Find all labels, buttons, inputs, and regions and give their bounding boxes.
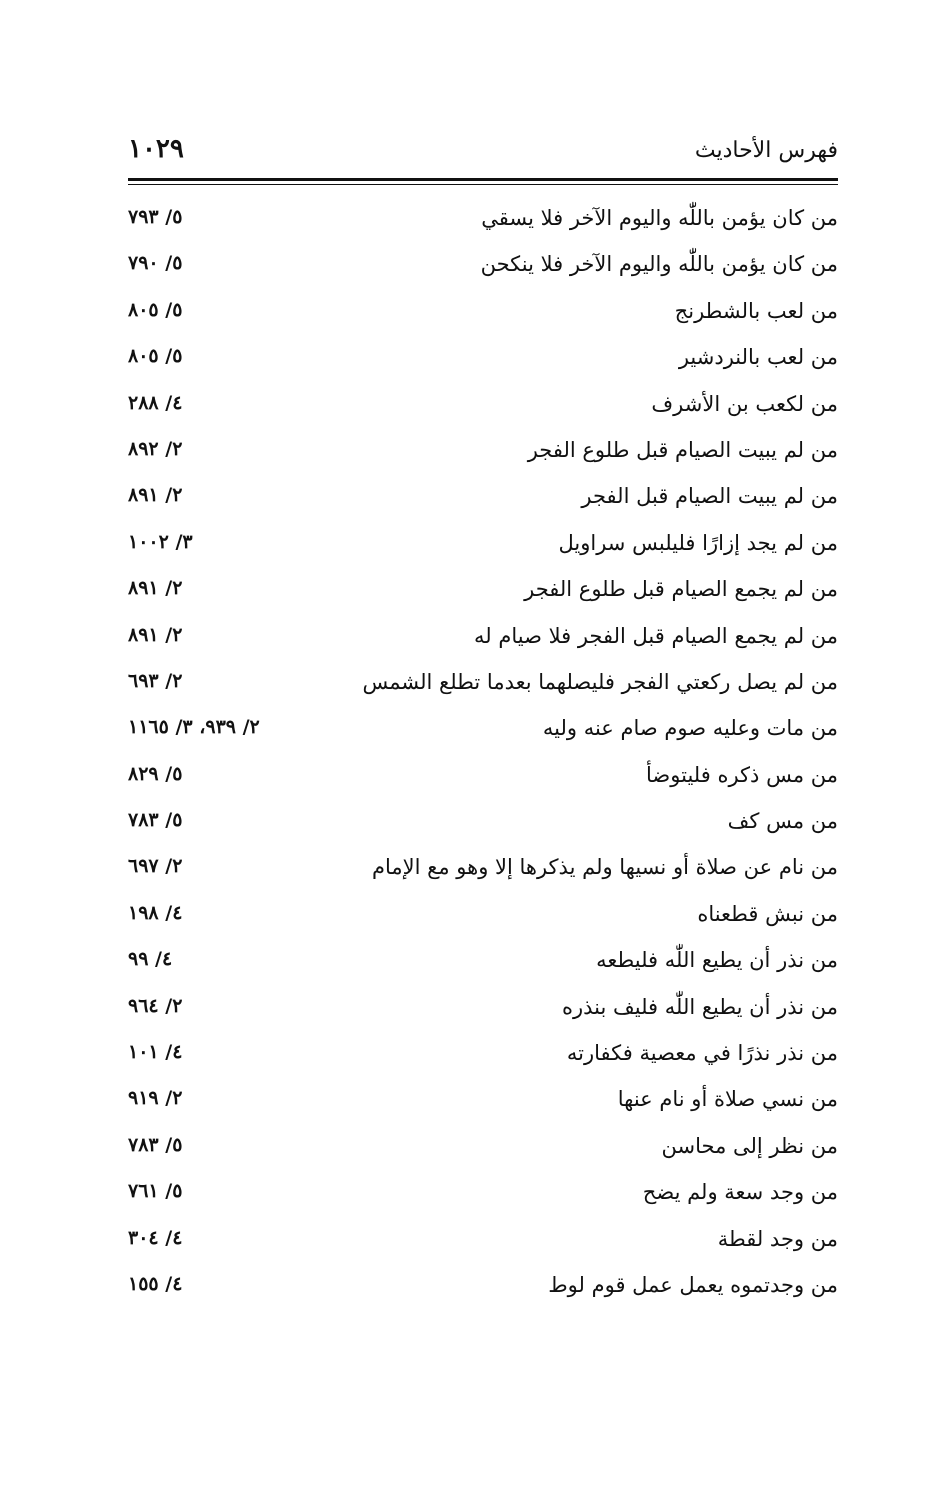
- hadith-text: من نام عن صلاة أو نسيها ولم يذكرها إلا وهو مع الإمام: [372, 855, 838, 880]
- volume-page-reference: ٢/ ٨٩٢: [128, 437, 183, 460]
- index-title: فهرس الأحاديث: [694, 138, 838, 163]
- hadith-text: من لم يصل ركعتي الفجر فليصلهما بعدما تطلع الشمس: [362, 669, 838, 694]
- hadith-text: من كان يؤمن باللّٰه واليوم الآخر فلا ينكحن: [480, 252, 838, 277]
- hadith-text: من لم يبيت الصيام قبل الفجر: [581, 484, 838, 509]
- index-entry: [128, 430, 838, 476]
- hadith-text: من لكعب بن الأشرف: [651, 391, 838, 416]
- hadith-text: من نذر نذرًا في معصية فكفارته: [566, 1041, 838, 1066]
- hadith-text: من وجد سعة ولم يضح: [642, 1180, 838, 1205]
- index-entry: [128, 662, 838, 708]
- page-header: [128, 132, 838, 178]
- volume-page-reference: ٤/ ١٩٨: [128, 901, 183, 924]
- hadith-text: من لم يجد إزارًا فليلبس سراويل: [558, 530, 838, 555]
- hadith-text: من نظر إلى محاسن: [661, 1133, 838, 1158]
- hadith-text: من لعب بالنردشير: [678, 345, 838, 370]
- volume-page-reference: ٢/ ٨٩١: [128, 623, 183, 646]
- hadith-text: من نبش قطعناه: [697, 901, 838, 926]
- page-number: ١٠٢٩: [128, 134, 184, 164]
- volume-page-reference: ٢/ ٩١٩: [128, 1087, 183, 1110]
- index-entry: [128, 755, 838, 801]
- index-entry: [128, 847, 838, 893]
- volume-page-reference: ٢/ ٦٩٧: [128, 855, 183, 878]
- index-entry: [128, 1126, 838, 1172]
- index-entry: [128, 801, 838, 847]
- index-entry: [128, 1265, 838, 1311]
- hadith-text: من كان يؤمن باللّٰه واليوم الآخر فلا يسقي: [481, 206, 838, 230]
- index-entry: [128, 1172, 838, 1218]
- index-entry: [128, 291, 838, 337]
- volume-page-reference: ٢/ ٩٣٩، ٣/ ١١٦٥: [128, 716, 260, 739]
- volume-page-reference: ٥/ ٨٢٩: [128, 762, 183, 785]
- hadith-text: من نذر أن يطيع اللّٰه فليطعه: [596, 948, 838, 973]
- volume-page-reference: ٤/ ٩٩: [128, 948, 173, 971]
- index-entry: [128, 523, 838, 569]
- header-rule-thin: [128, 184, 838, 185]
- index-entry: [128, 476, 838, 522]
- volume-page-reference: ٢/ ٨٩١: [128, 577, 183, 600]
- index-entry: [128, 894, 838, 940]
- volume-page-reference: ٥/ ٧٨٣: [128, 809, 183, 832]
- hadith-text: من لم يجمع الصيام قبل طلوع الفجر: [524, 577, 838, 602]
- hadith-text: من نذر أن يطيع اللّٰه فليف بنذره: [562, 994, 838, 1019]
- hadith-text: من مات وعليه صوم صام عنه وليه: [542, 716, 838, 741]
- volume-page-reference: ٥/ ٧٩٣: [128, 206, 183, 228]
- volume-page-reference: ٤/ ١٥٥: [128, 1272, 183, 1295]
- volume-page-reference: ٤/ ١٠١: [128, 1041, 183, 1064]
- hadith-text: من وجد لقطة: [717, 1226, 838, 1251]
- hadith-text: من لعب بالشطرنج: [674, 298, 838, 323]
- volume-page-reference: ٢/ ٨٩١: [128, 484, 183, 507]
- hadith-text: من نسي صلاة أو نام عنها: [617, 1087, 838, 1112]
- header-rule: [128, 178, 838, 181]
- volume-page-reference: ٢/ ٦٩٣: [128, 669, 183, 692]
- volume-page-reference: ٣/ ١٠٠٢: [128, 530, 193, 553]
- hadith-text: من لم يبيت الصيام قبل طلوع الفجر: [527, 437, 838, 462]
- volume-page-reference: ٥/ ٧٦١: [128, 1180, 183, 1203]
- index-entry: [128, 616, 838, 662]
- index-entry: [128, 708, 838, 754]
- index-entry: [128, 569, 838, 615]
- hadith-text: من مس ذكره فليتوضأ: [646, 762, 838, 787]
- hadith-index-list: [128, 198, 838, 1311]
- volume-page-reference: ٥/ ٧٨٣: [128, 1133, 183, 1156]
- volume-page-reference: ٢/ ٩٦٤: [128, 994, 183, 1017]
- volume-page-reference: ٥/ ٨٠٥: [128, 345, 183, 368]
- index-entry: [128, 1079, 838, 1125]
- index-entry: [128, 1033, 838, 1079]
- hadith-text: من مس كف: [727, 809, 838, 834]
- index-entry: [128, 244, 838, 290]
- index-entry: [128, 940, 838, 986]
- index-entry: [128, 198, 838, 244]
- index-entry: [128, 987, 838, 1033]
- index-entry: [128, 1219, 838, 1265]
- volume-page-reference: ٤/ ٢٨٨: [128, 391, 183, 414]
- volume-page-reference: ٤/ ٣٠٤: [128, 1226, 183, 1249]
- volume-page-reference: ٥/ ٧٩٠: [128, 252, 183, 275]
- hadith-text: من وجدتموه يعمل عمل قوم لوط: [548, 1272, 838, 1297]
- hadith-text: من لم يجمع الصيام قبل الفجر فلا صيام له: [474, 623, 838, 648]
- index-entry: [128, 337, 838, 383]
- volume-page-reference: ٥/ ٨٠٥: [128, 298, 183, 321]
- index-entry: [128, 384, 838, 430]
